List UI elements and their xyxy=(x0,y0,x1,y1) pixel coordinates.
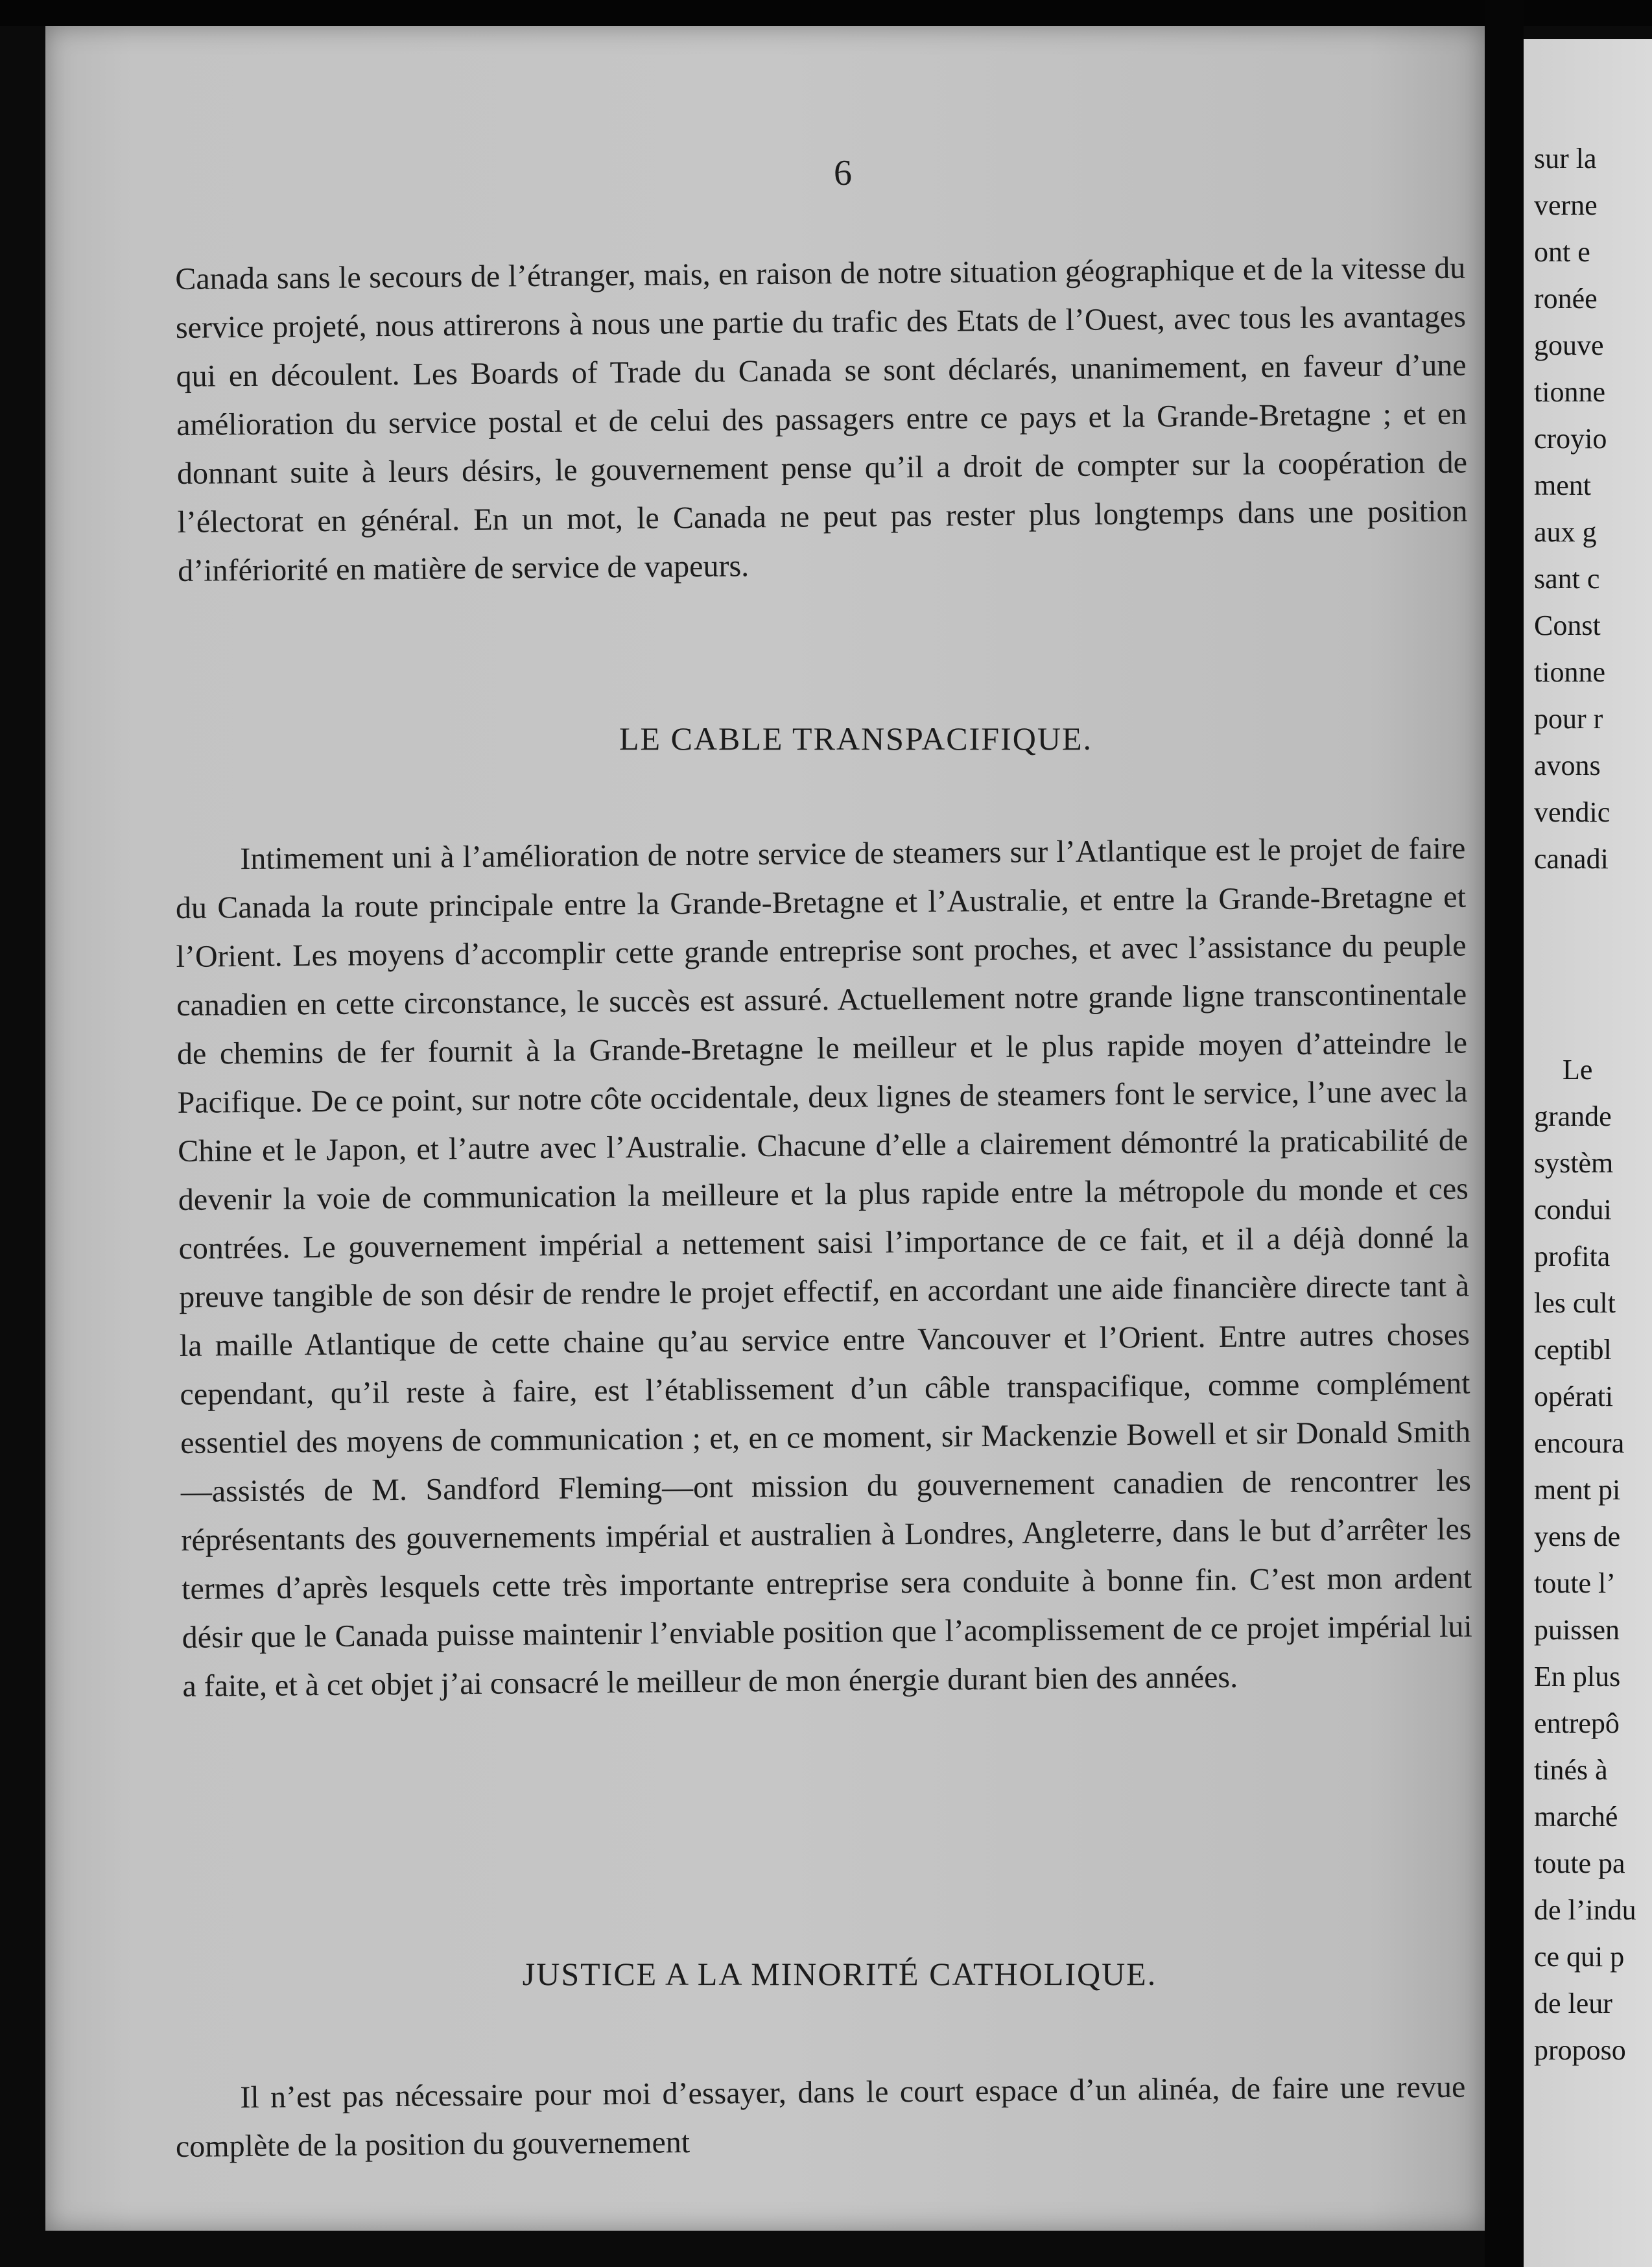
right-page-line: systèm xyxy=(1534,1147,1614,1179)
right-page-line: sant c xyxy=(1534,563,1600,595)
right-page-fragment xyxy=(1524,39,1652,2267)
scan-frame-top xyxy=(0,0,1652,26)
right-page-line: proposo xyxy=(1534,2034,1626,2066)
right-page-line: Const xyxy=(1534,610,1601,641)
section-heading-justice: JUSTICE A LA MINORITÉ CATHOLIQUE. xyxy=(522,1956,1157,1992)
right-page-line: tionne xyxy=(1534,656,1605,688)
right-page-line: En plus xyxy=(1534,1661,1621,1692)
right-page-line: aux g xyxy=(1534,516,1597,548)
right-page-line: condui xyxy=(1534,1194,1612,1226)
right-page-line: encoura xyxy=(1534,1427,1625,1459)
right-page-line: croyio xyxy=(1534,423,1607,455)
right-page-line: profita xyxy=(1534,1240,1611,1272)
right-page-line: gouve xyxy=(1534,329,1604,361)
paragraph-1: Canada sans le secours de l’étranger, mais, en raison de notre situation géographique et de la vitesse du service projeté, nous attirerons à nous une partie du trafic des Etats de l’Ouest, avec tous les avantages qui en découlent. Les Boards of Trade du Canada se sont déclarés, unanimement, en faveur d’une amélioration du service postal et de celui des passagers entre ce pays et la Grande-Bretagne ; et en donnant suite à leurs désirs, le gouvernement pense qu’il a droit de compter sur la coopération de l’électorat en général. En un mot, le Canada ne peut pas rester plus longtemps dans une position d’infériorité en matière de service de vapeurs. xyxy=(175,250,1468,588)
paragraph-2: Intimement uni à l’amélioration de notre service de steamers sur l’Atlantique est le projet de faire du Canada la route principale entre la Grande-Bretagne et l’Australie, et entre la Grande-Bretagne et l’Orient. Les moyens d’accomplir cette grande entreprise sont proches, et avec l’assistance du peuple canadien en cette circonstance, le succès est assuré. Actuellement notre grande ligne transcontinentale de chemins de fer fournit à la Grande-Bretagne le meilleur et le plus rapide moyen d’atteindre le Pacifique. De ce point, sur notre côte occidentale, deux lignes de steamers font le service, l’une avec la Chine et le Japon, et l’autre avec l’Australie. Chacune d’elle a clairement démontré la praticabilité de devenir la voie de communication la meilleure et la plus rapide entre la métropole du monde et ces contrées. Le gouvernement impérial a nettement saisi l’importance de ce fait, et il a déjà donné la preuve tangible de son désir de rendre le projet effectif, en accordant une aide financière directe tant à la maille Atlantique de cette chaine qu’au service entre Vancouver et l’Orient. Entre autres choses cependant, qu’il reste à faire, est l’établissement d’un câble transpacifique, comme complément essentiel des moyens de communication ; et, en ce moment, sir Mackenzie Bowell et sir Donald Smith—assistés de M. Sandford Fleming—ont mission du gouvernement canadien de rencontrer les réprésentants des gouvernements impérial et australien à Londres, Angleterre, dans le but d’arrêter les termes d’après lesquels cette très importante entreprise sera conduite à bonne fin. C’est mon ardent désir que le Canada puisse maintenir l’enviable position que l’acomplissement de ce projet impérial lui a faite, et à cet objet j’ai consacré le meilleur de mon énergie durant bien des années. xyxy=(175,831,1472,1703)
right-page-line: opérati xyxy=(1534,1381,1614,1412)
right-page-line: canadi xyxy=(1534,843,1609,875)
right-page-line: ont e xyxy=(1534,236,1590,268)
right-page-line: toute l’ xyxy=(1534,1567,1616,1599)
paragraph-3: Il n’est pas nécessaire pour moi d’essayer, dans le court espace d’un alinéa, de faire une revue complète de la position du gouvernement xyxy=(175,2069,1466,2164)
right-page-line: de l’indu xyxy=(1534,1894,1636,1926)
right-page-line: marché xyxy=(1534,1801,1618,1833)
book-gutter xyxy=(1485,0,1524,2267)
right-page-line: yens de xyxy=(1534,1521,1621,1552)
right-page-line: entrepô xyxy=(1534,1707,1620,1739)
right-page-line: pour r xyxy=(1534,703,1603,735)
right-page-line: sur la xyxy=(1534,143,1597,174)
page-number: 6 xyxy=(834,153,852,193)
right-page-line: ce qui p xyxy=(1534,1941,1625,1973)
right-page-line: vendic xyxy=(1534,796,1611,828)
right-page-line: les cult xyxy=(1534,1287,1616,1319)
right-page-line: Le xyxy=(1563,1054,1593,1086)
right-page-line: verne xyxy=(1534,189,1598,221)
right-page-line: ceptibl xyxy=(1534,1334,1612,1366)
right-page-line: ment xyxy=(1534,469,1591,501)
right-page-line: tionne xyxy=(1534,376,1605,408)
right-page-line: de leur xyxy=(1534,1988,1612,2019)
right-page-line: tinés à xyxy=(1534,1754,1608,1786)
right-page-line: ment pi xyxy=(1534,1474,1621,1506)
right-page-line: ronée xyxy=(1534,283,1598,315)
right-page-line: avons xyxy=(1534,750,1601,781)
section-heading-cable: LE CABLE TRANSPACIFIQUE. xyxy=(619,720,1093,757)
right-page-line: puissen xyxy=(1534,1614,1620,1646)
left-page xyxy=(45,26,1485,2231)
right-page-line: toute pa xyxy=(1534,1847,1625,1879)
right-page-line: grande xyxy=(1534,1100,1612,1132)
